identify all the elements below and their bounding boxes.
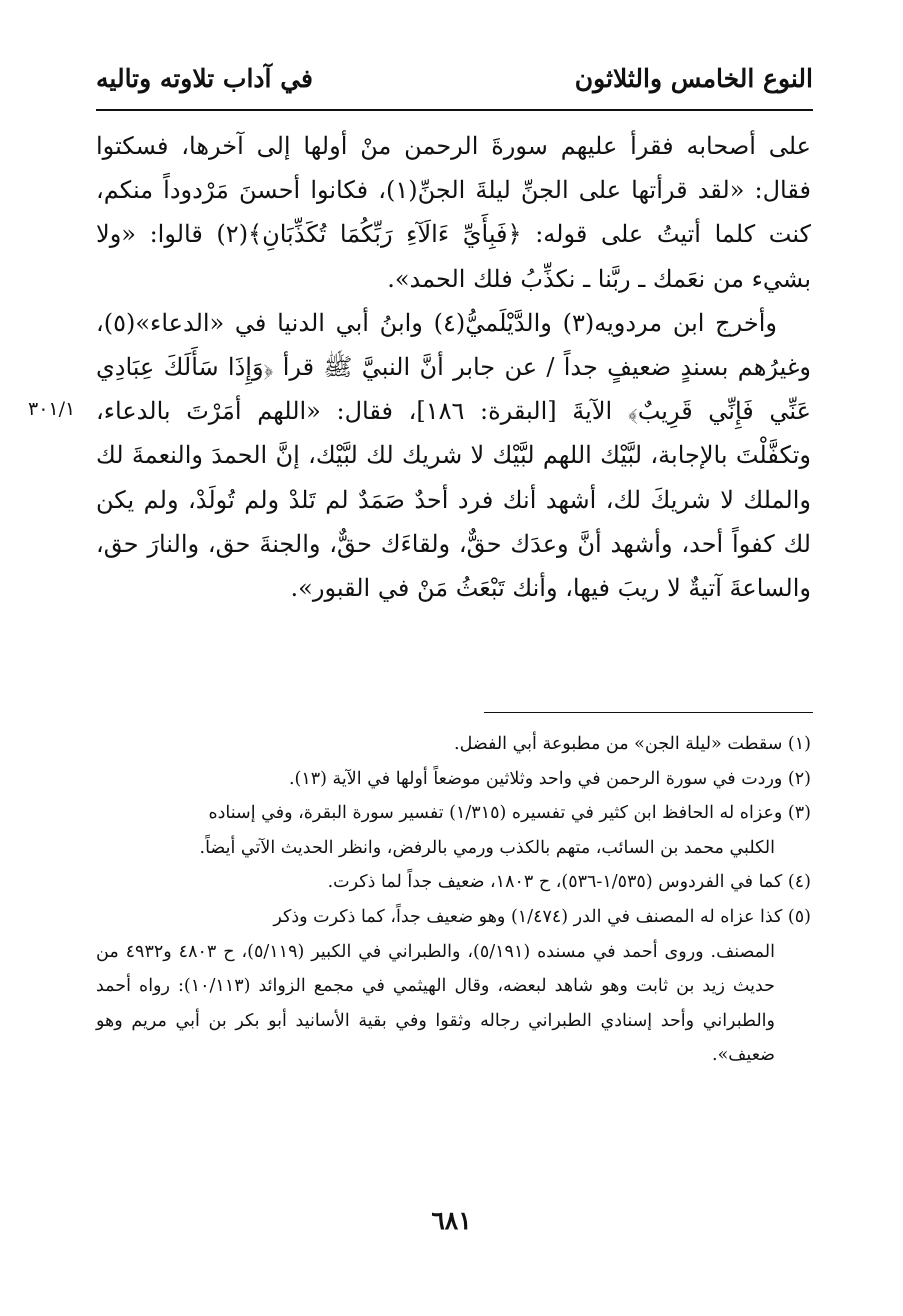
footnote: (١) سقطت «ليلة الجن» من مطبوعة أبي الفضل. <box>454 734 811 754</box>
header-section-title: في آداب تلاوته وتاليه <box>96 63 313 93</box>
header-rule <box>96 109 813 111</box>
footnote-continuation: الكلبي محمد بن السائب، متهم بالكذب ورمي بالرفض، وانظر الحديث الآتي أيضاً. <box>199 837 775 858</box>
paragraph: وأخرج ابن مردويه(٣) والدَّيْلَميُّ(٤) وابنُ أبي الدنيا في «الدعاء»(٥)، وغيرُهم بسندٍ ضعيفٍ جداً / عن جابر أنَّ النبيَّ ﷺ قرأ ﴿وَإِذَا سَأَلَكَ عِبَادِي عَنِّي فَإِنِّي قَرِيبٌ﴾ الآيةَ [البقرة: ١٨٦]، فقال: «اللهم أمَرْتَ بالدعاء، وتكفَّلْتَ بالإجابة، لبَّيْك اللهم لبَّيْك لا شريك لك لبَّيْك، إنَّ الحمدَ والنعمةَ لك والملك لا شريكَ لك، أشهد أنك فرد أحدٌ صَمَدٌ لم تَلدْ ولم تُولَدْ، ولم يكن لك كفواً أحد، وأشهد أنَّ وعدَك حقٌّ، ولقاءَك حقٌّ، والجنةَ حق، والنارَ حق، والساعةَ آتيةٌ لا ريبَ فيها، وأنك تَبْعَثُ مَنْ في القبور». <box>96 308 811 603</box>
footnote-rule <box>484 712 813 713</box>
paragraph: على أصحابه فقرأ عليهم سورةَ الرحمن منْ أولها إلى آخرها، فسكتوا فقال: «لقد قرأتها على الجنِّ ليلةَ الجنِّ(١)، فكانوا أحسنَ مَرْدوداً منكم، كنت كلما أتيتُ على قوله: ﴿فَبِأَيِّ ءَالَآءِ رَبِّكُمَا تُكَذِّبَانِ﴾(٢) قالوا: «ولا بشيء من نعَمك ـ ربَّنا ـ نكذِّبُ فلك الحمد». <box>96 132 811 293</box>
margin-page-reference: ٣٠١/١ <box>28 398 76 420</box>
main-text <box>96 124 811 610</box>
footnotes <box>96 727 811 1073</box>
footnote: (٥) كذا عزاه له المصنف في الدر (١/٤٧٤) وهو ضعيف جداً، كما ذكرت وذكر <box>273 906 811 927</box>
footnote-continuation: المصنف. وروى أحمد في مسنده (٥/١٩١)، والطبراني في الكبير (٥/١١٩)، ح ٤٨٠٣ و٤٩٣٢ من حديث زيد بن ثابت وهو شاهد لبعضه، وقال الهيثمي في مجمع الزوائد (١٠/١١٣): رواه أحمد والطبراني وأحد إسنادي الطبراني رجاله وثقوا وفي بقية الأسانيد أبو بكر بن أبي مريم وهو ضعيف». <box>96 941 775 1066</box>
page-number: ٦٨١ <box>431 1206 472 1235</box>
footnote: (٣) وعزاه له الحافظ ابن كثير في تفسيره (١/٣١٥) تفسير سورة البقرة، وفي إسناده <box>208 803 811 824</box>
footnote: (٢) وردت في سورة الرحمن في واحد وثلاثين موضعاً أولها في الآية (١٣). <box>288 768 811 789</box>
header-chapter-title: النوع الخامس والثلاثون <box>574 63 813 93</box>
footnote: (٤) كما في الفردوس (١/٥٣٥-٥٣٦)، ح ١٨٠٣، ضعيف جداً لما ذكرت. <box>327 872 811 893</box>
running-header <box>96 52 813 104</box>
